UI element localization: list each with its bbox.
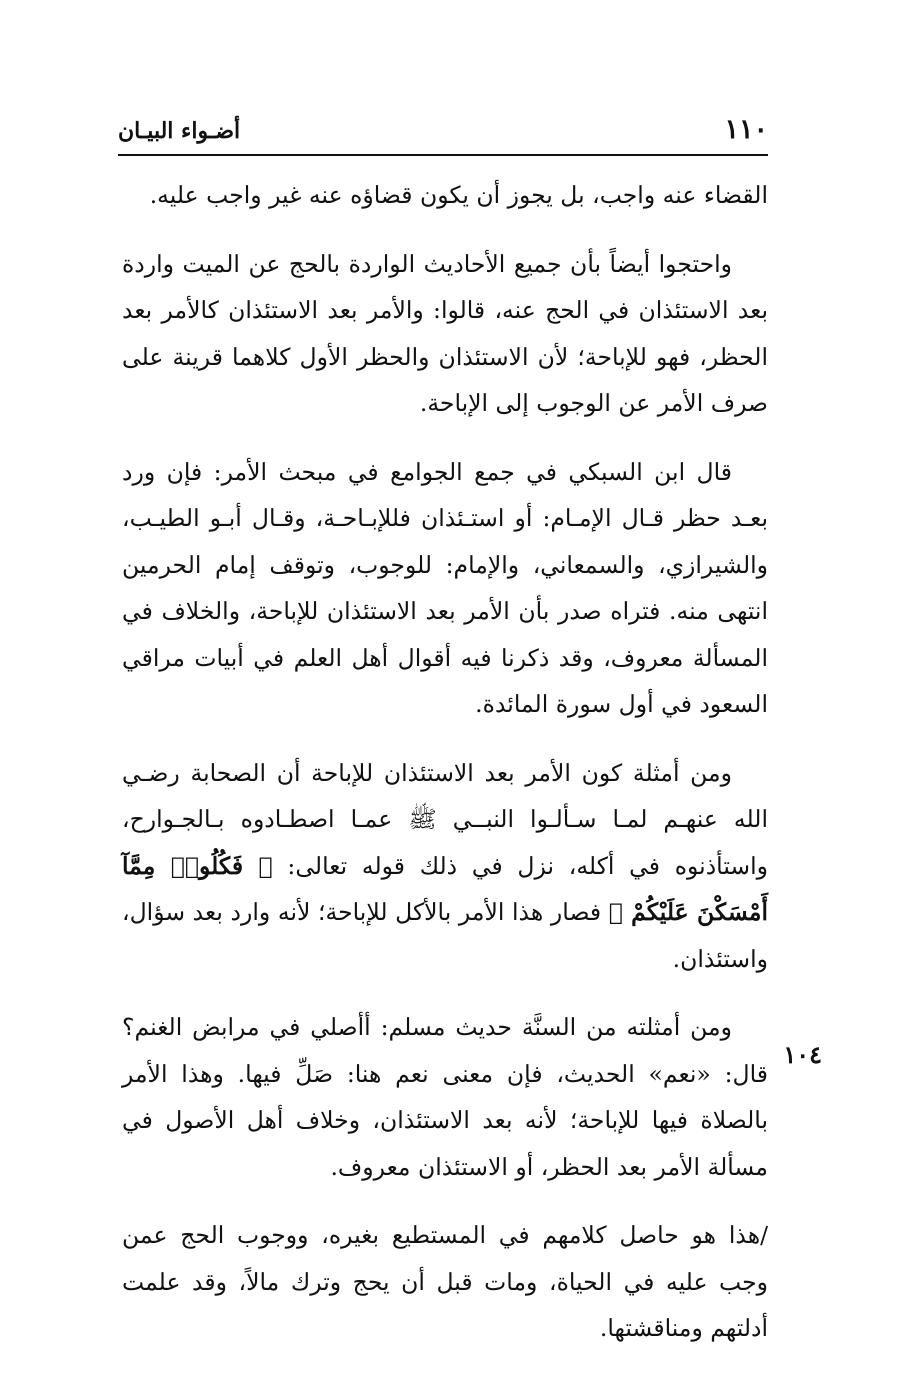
margin-number: ١٠٤ — [783, 1040, 822, 1069]
running-title: أضـواء البيـان — [118, 118, 241, 144]
paragraph-4-text: ومن أمثلة كون الأمر بعد الاستئذان للإباحة أن الصحابة رضـي الله عنهـم لمـا سـألـوا النبــي ﷺ عمـا اصطـادوه بـالجـوارح، واستأذنوه في أكله، نزل في ذلك قوله تعالى: — [122, 758, 768, 880]
paragraph-3: قال ابن السبكي في جمع الجوامع في مبحث الأمر: فإن ورد بعـد حظر قـال الإمـام: أو استـئذان فللإبـاحـة، وقـال أبـو الطيـب، والشيرازي، والسمعاني، والإمام: للوجوب، وتوقف إمام الحرمين انتهى منه. فتراه صدر بأن الأمر بعد الاستئذان للإباحة، والخلاف في المسألة معروف، وقد ذكرنا فيه أقوال أهل العلم في أبيات مراقي السعود في أول سورة المائدة. — [122, 457, 768, 718]
paragraph-1: القضاء عنه واجب، بل يجوز أن يكون قضاؤه عنه غير واجب عليه. — [149, 181, 768, 209]
quran-verse: ﴿ فَكُلُوا۟ مِمَّآ أَمْسَكْنَ عَلَيْكُمْ ﴾ — [122, 851, 768, 926]
paragraph-6: /هذا هو حاصل كلامهم في المستطيع بغيره، ووجوب الحج عمن وجب عليه في الحياة، ومات قبل أن يحج وترك مالاً، وقد علمت أدلتهم ومناقشتها. — [122, 1221, 768, 1342]
page-header — [118, 112, 768, 156]
paragraph-4 — [122, 750, 768, 983]
paragraph-2: واحتجوا أيضاً بأن جميع الأحاديث الواردة بالحج عن الميت واردة بعد الاستئذان في الحج عنه، قالوا: والأمر بعد الاستئذان كالأمر بعد الحظر، فهو للإباحة؛ لأن الاستئذان والحظر الأول كلاهما قرينة على صرف الأمر عن الوجوب إلى الإباحة. — [122, 249, 768, 417]
body-text — [122, 172, 768, 1374]
paragraph-4-continuation: فصار هذا الأمر بالأكل للإباحة؛ لأنه وارد بعد سؤال، واستئذان. — [122, 898, 768, 973]
page-number: ١١٠ — [724, 114, 768, 145]
paragraph-5: ومن أمثلته من السنَّة حديث مسلم: أأصلي في مرابض الغنم؟ قال: «نعم» الحديث، فإن معنى نعم هنا: صَلِّ فيها. وهذا الأمر بالصلاة فيها للإباحة؛ لأنه بعد الاستئذان، وخلاف أهل الأصول في مسألة الأمر بعد الحظر، أو الاستئذان معروف. — [122, 1013, 768, 1181]
